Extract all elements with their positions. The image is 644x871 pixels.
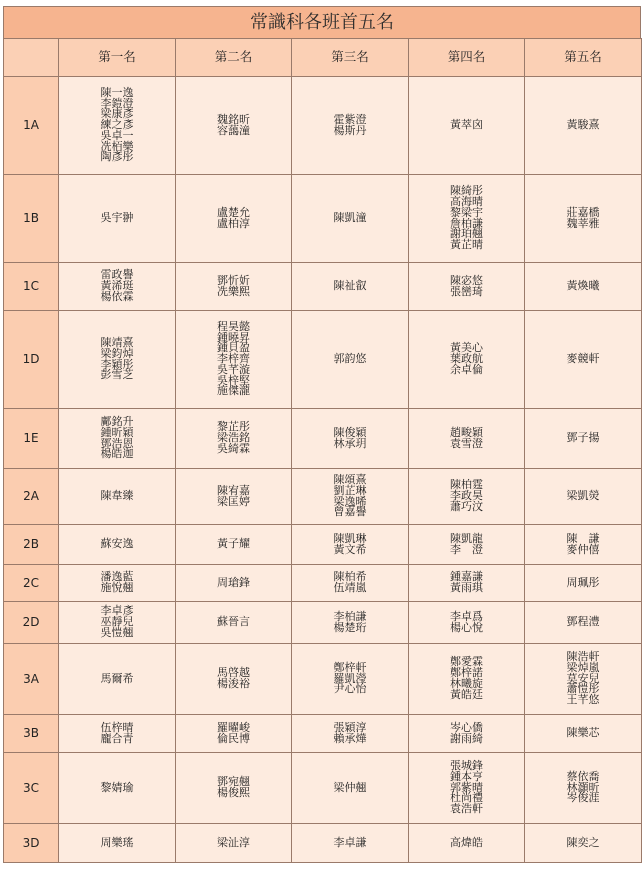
student-name: 冼樂熙 bbox=[217, 284, 250, 298]
student-name: 陳凱潼 bbox=[333, 211, 367, 225]
rank-5-cell bbox=[525, 602, 642, 644]
rank-3-cell bbox=[292, 824, 409, 863]
rank-2-cell bbox=[176, 77, 292, 175]
student-name: 黃子耀 bbox=[217, 537, 250, 551]
rank-1-cell bbox=[59, 409, 176, 469]
student-name: 蕭巧汶 bbox=[450, 499, 483, 513]
student-name: 施傑瀧 bbox=[217, 384, 250, 398]
rank-3-cell bbox=[292, 753, 409, 824]
student-name: 霍紫澄 bbox=[333, 112, 367, 126]
student-name: 梁康彥 bbox=[100, 107, 134, 121]
student-name: 鄭梓諾 bbox=[450, 666, 483, 680]
student-name: 謝雨綺 bbox=[450, 731, 483, 745]
class-label: 3B bbox=[4, 715, 59, 753]
student-name: 倫民博 bbox=[217, 731, 250, 745]
student-name: 羅凱瀅 bbox=[333, 671, 367, 685]
rank-2-cell bbox=[176, 824, 292, 863]
student-name: 蕭愷彤 bbox=[566, 682, 600, 696]
student-name: 趙畯穎 bbox=[450, 425, 483, 439]
student-name: 梁焯嵐 bbox=[566, 660, 600, 674]
student-name: 黃芷晴 bbox=[450, 238, 483, 252]
rank-2-cell bbox=[176, 602, 292, 644]
rank-3-cell bbox=[292, 602, 409, 644]
student-name: 魏莘雅 bbox=[566, 216, 600, 230]
student-name: 吳宇翀 bbox=[100, 211, 134, 225]
student-name: 梁仲翹 bbox=[333, 780, 367, 794]
rank-4-cell bbox=[409, 469, 525, 525]
student-name: 李 澄 bbox=[450, 542, 483, 556]
class-label: 2B bbox=[4, 525, 59, 565]
rank-4-cell bbox=[409, 715, 525, 753]
class-label: 2D bbox=[4, 602, 59, 644]
student-name: 陳宓悠 bbox=[450, 273, 483, 287]
student-name: 鄭愛霖 bbox=[450, 655, 483, 669]
student-name: 岑俊涯 bbox=[566, 791, 600, 805]
student-name: 鄧浩恩 bbox=[100, 436, 134, 450]
student-name: 陳宥嘉 bbox=[217, 483, 250, 497]
student-name: 黃美心 bbox=[450, 341, 483, 355]
rank-3-cell bbox=[292, 77, 409, 175]
student-name: 馬爾希 bbox=[100, 671, 134, 685]
class-label: 2A bbox=[4, 469, 59, 525]
student-name: 伍靖嵐 bbox=[333, 581, 367, 594]
student-name: 李卓謙 bbox=[333, 835, 367, 849]
student-name: 鄧宛翹 bbox=[217, 775, 250, 789]
rank-2-cell bbox=[176, 715, 292, 753]
student-name: 黃文希 bbox=[333, 542, 367, 556]
student-name: 鄧忻妡 bbox=[217, 273, 250, 287]
student-name: 黃雨琪 bbox=[450, 581, 483, 594]
rank-4-cell bbox=[409, 565, 525, 602]
student-name: 尹心怡 bbox=[333, 682, 367, 696]
student-name: 蘇晉言 bbox=[217, 615, 250, 629]
student-name: 麥競軒 bbox=[566, 352, 600, 366]
student-name: 龐合青 bbox=[100, 731, 134, 745]
rank-4-cell bbox=[409, 525, 525, 565]
rank-1-cell bbox=[59, 644, 176, 715]
student-name: 李柏謙 bbox=[333, 609, 367, 623]
rank-2-cell bbox=[176, 525, 292, 565]
rank-1-cell bbox=[59, 565, 176, 602]
rank-5-cell bbox=[525, 824, 642, 863]
student-name: 李政昊 bbox=[450, 489, 483, 503]
student-name: 張穎淳 bbox=[333, 720, 367, 734]
student-name: 陳奕之 bbox=[566, 835, 600, 849]
table-body bbox=[4, 77, 642, 863]
student-name: 雷政譽 bbox=[100, 268, 134, 282]
student-name: 楊皓迦 bbox=[100, 447, 134, 461]
student-name: 周珮彤 bbox=[566, 575, 600, 589]
student-name: 袁雪澄 bbox=[450, 436, 483, 450]
table-row bbox=[4, 469, 642, 525]
sheet-title: 常識科各班首五名 bbox=[3, 6, 641, 38]
table-row bbox=[4, 753, 642, 824]
rank-1-cell bbox=[59, 175, 176, 263]
student-name: 李卓爲 bbox=[450, 609, 483, 623]
student-name: 曾嘉譽 bbox=[333, 505, 367, 519]
student-name: 黎梁宇 bbox=[450, 205, 483, 219]
student-name: 陳一逸 bbox=[100, 85, 134, 99]
student-name: 冼栢樂 bbox=[100, 139, 134, 153]
header-cell-class bbox=[4, 39, 59, 77]
student-name: 梁匡婷 bbox=[217, 494, 250, 508]
table-row bbox=[4, 263, 642, 311]
rank-1-cell bbox=[59, 525, 176, 565]
student-name: 楊依霖 bbox=[100, 289, 134, 303]
student-name: 楊楚珩 bbox=[333, 620, 367, 634]
student-name: 袁浩軒 bbox=[450, 802, 483, 816]
student-name: 周樂瑤 bbox=[100, 835, 134, 849]
student-name: 高煒皓 bbox=[450, 835, 483, 849]
rank-3-cell bbox=[292, 469, 409, 525]
student-name: 陳樂芯 bbox=[566, 726, 600, 740]
header-cell-rank-5: 第五名 bbox=[525, 39, 642, 77]
student-name: 謝珀翹 bbox=[450, 227, 483, 241]
student-name: 李鎧澄 bbox=[100, 96, 134, 110]
rank-3-cell bbox=[292, 409, 409, 469]
student-name: 李穎彤 bbox=[100, 357, 134, 371]
student-name: 林曦旋 bbox=[450, 677, 483, 690]
student-name: 郭韵悠 bbox=[333, 352, 367, 366]
student-name: 吳梓堅 bbox=[217, 373, 250, 387]
student-name: 陶彥彤 bbox=[100, 150, 134, 164]
student-name: 陳柏希 bbox=[333, 570, 367, 584]
class-label: 1B bbox=[4, 175, 59, 263]
student-name: 莫安兒 bbox=[566, 671, 600, 685]
student-name: 馬啓越 bbox=[217, 666, 250, 680]
class-label: 1E bbox=[4, 409, 59, 469]
student-name: 楊浚裕 bbox=[217, 677, 250, 690]
table-row bbox=[4, 525, 642, 565]
student-name: 葉政航 bbox=[450, 352, 483, 366]
class-label: 2C bbox=[4, 565, 59, 602]
rank-5-cell bbox=[525, 311, 642, 409]
student-name: 鄧子揚 bbox=[566, 431, 600, 445]
student-name: 盧柏淳 bbox=[217, 216, 250, 230]
student-name: 練之彥 bbox=[100, 118, 134, 132]
student-name: 鍾貝盈 bbox=[217, 341, 250, 355]
table-row bbox=[4, 824, 642, 863]
student-name: 余卓倫 bbox=[450, 362, 483, 376]
rank-5-cell bbox=[525, 565, 642, 602]
rank-1-cell bbox=[59, 469, 176, 525]
class-label: 3A bbox=[4, 644, 59, 715]
rank-1-cell bbox=[59, 602, 176, 644]
table-row bbox=[4, 644, 642, 715]
student-name: 巫靜兒 bbox=[100, 615, 134, 629]
student-name: 鍾嘉謙 bbox=[450, 570, 483, 584]
student-name: 吳芊漩 bbox=[217, 362, 250, 376]
student-name: 陳柏霆 bbox=[450, 478, 483, 492]
student-name: 吳卓一 bbox=[100, 128, 134, 142]
rank-2-cell bbox=[176, 311, 292, 409]
results-table bbox=[3, 38, 642, 863]
class-label: 1C bbox=[4, 263, 59, 311]
student-name: 劉芷琳 bbox=[333, 483, 367, 497]
rank-4-cell bbox=[409, 175, 525, 263]
rank-5-cell bbox=[525, 469, 642, 525]
student-name: 梁鈞焯 bbox=[100, 346, 134, 360]
student-name: 彭雪芝 bbox=[100, 368, 134, 382]
rank-1-cell bbox=[59, 715, 176, 753]
student-name: 黎婧瑜 bbox=[100, 780, 134, 794]
rank-1-cell bbox=[59, 753, 176, 824]
rank-3-cell bbox=[292, 644, 409, 715]
class-label: 1A bbox=[4, 77, 59, 175]
student-name: 魏銘昕 bbox=[217, 112, 250, 126]
rank-1-cell bbox=[59, 263, 176, 311]
rank-5-cell bbox=[525, 753, 642, 824]
table-row bbox=[4, 565, 642, 602]
student-name: 陳綺彤 bbox=[450, 184, 483, 198]
student-name: 李梓齊 bbox=[217, 352, 250, 366]
student-name: 鍾昕穎 bbox=[100, 425, 134, 439]
rank-5-cell bbox=[525, 715, 642, 753]
student-name: 梁浩銘 bbox=[217, 431, 250, 445]
student-name: 伍梓晴 bbox=[100, 720, 134, 734]
student-name: 鄧程澧 bbox=[566, 615, 600, 629]
rank-4-cell bbox=[409, 602, 525, 644]
rank-4-cell bbox=[409, 263, 525, 311]
rank-5-cell bbox=[525, 263, 642, 311]
rank-5-cell bbox=[525, 409, 642, 469]
student-name: 陳浩軒 bbox=[566, 650, 600, 663]
student-name: 容藹潼 bbox=[217, 123, 250, 137]
rank-5-cell bbox=[525, 525, 642, 565]
student-name: 岑心僑 bbox=[450, 720, 483, 734]
student-name: 梁逸晞 bbox=[333, 494, 367, 508]
student-name: 陳俊穎 bbox=[333, 425, 367, 439]
student-name: 林灝昕 bbox=[566, 780, 600, 794]
student-name: 鄭梓軒 bbox=[333, 660, 367, 674]
student-name: 梁沚淳 bbox=[217, 835, 250, 849]
rank-3-cell bbox=[292, 565, 409, 602]
student-name: 陳 謙 bbox=[566, 531, 600, 545]
student-name: 鄺銘升 bbox=[100, 414, 134, 428]
rank-4-cell bbox=[409, 77, 525, 175]
student-name: 潘逸藍 bbox=[100, 570, 134, 584]
student-name: 施悅翹 bbox=[100, 581, 134, 594]
rank-2-cell bbox=[176, 469, 292, 525]
header-row bbox=[4, 39, 642, 77]
student-name: 張城鋒 bbox=[450, 759, 483, 772]
header-cell-rank-4: 第四名 bbox=[409, 39, 525, 77]
student-name: 蘇安逸 bbox=[100, 537, 134, 551]
table-row bbox=[4, 409, 642, 469]
rank-1-cell bbox=[59, 311, 176, 409]
table-row bbox=[4, 715, 642, 753]
student-name: 黃萃囟 bbox=[450, 118, 483, 132]
student-name: 楊心悅 bbox=[450, 620, 483, 634]
rank-5-cell bbox=[525, 175, 642, 263]
student-name: 鍾本亨 bbox=[450, 769, 483, 783]
student-name: 王芊悠 bbox=[566, 693, 600, 707]
rank-4-cell bbox=[409, 311, 525, 409]
class-label: 3C bbox=[4, 753, 59, 824]
student-name: 黃皓廷 bbox=[450, 687, 483, 701]
rank-4-cell bbox=[409, 824, 525, 863]
student-name: 詹柏謙 bbox=[450, 216, 483, 230]
class-label: 1D bbox=[4, 311, 59, 409]
student-name: 黃煥曦 bbox=[566, 279, 600, 293]
student-name: 陳頌熹 bbox=[333, 472, 367, 486]
student-name: 陳韋臻 bbox=[100, 489, 134, 503]
student-name: 盧楚允 bbox=[217, 205, 250, 219]
rank-2-cell bbox=[176, 409, 292, 469]
rank-3-cell bbox=[292, 175, 409, 263]
student-name: 梁凱熒 bbox=[566, 489, 600, 503]
student-name: 程昊懿 bbox=[217, 319, 250, 333]
table-row bbox=[4, 77, 642, 175]
rank-4-cell bbox=[409, 644, 525, 715]
student-name: 麥仲僖 bbox=[566, 542, 600, 556]
rank-2-cell bbox=[176, 753, 292, 824]
student-name: 莊嘉橋 bbox=[566, 205, 600, 219]
rank-5-cell bbox=[525, 644, 642, 715]
student-name: 陳祉叡 bbox=[333, 279, 367, 293]
student-name: 高海晴 bbox=[450, 194, 483, 208]
header-cell-rank-2: 第二名 bbox=[176, 39, 292, 77]
student-name: 楊斯丹 bbox=[333, 123, 367, 137]
rank-4-cell bbox=[409, 409, 525, 469]
student-name: 張巒琦 bbox=[450, 284, 483, 298]
student-name: 賴承燁 bbox=[333, 731, 367, 745]
rank-3-cell bbox=[292, 715, 409, 753]
table-row bbox=[4, 175, 642, 263]
rank-3-cell bbox=[292, 525, 409, 565]
student-name: 吳愷翹 bbox=[100, 625, 134, 639]
rank-2-cell bbox=[176, 175, 292, 263]
rank-2-cell bbox=[176, 644, 292, 715]
student-name: 楊俊熙 bbox=[217, 786, 250, 799]
student-name: 吳綺霖 bbox=[217, 441, 250, 455]
student-name: 林承玥 bbox=[333, 436, 367, 450]
rank-1-cell bbox=[59, 77, 176, 175]
student-name: 黃浠珽 bbox=[100, 279, 134, 293]
student-name: 羅曜峻 bbox=[217, 720, 250, 734]
rank-1-cell bbox=[59, 824, 176, 863]
student-name: 陳凱琳 bbox=[333, 531, 367, 545]
table-row bbox=[4, 602, 642, 644]
rank-3-cell bbox=[292, 263, 409, 311]
student-name: 郭紫晴 bbox=[450, 780, 483, 794]
rank-2-cell bbox=[176, 565, 292, 602]
rank-3-cell bbox=[292, 311, 409, 409]
student-name: 黎芷彤 bbox=[217, 420, 250, 434]
student-name: 陳靖熹 bbox=[100, 335, 134, 349]
student-name: 陳凱龍 bbox=[450, 531, 483, 545]
student-name: 杜尚禮 bbox=[450, 791, 483, 805]
rank-4-cell bbox=[409, 753, 525, 824]
header-cell-rank-1: 第一名 bbox=[59, 39, 176, 77]
rank-2-cell bbox=[176, 263, 292, 311]
results-sheet bbox=[3, 6, 641, 863]
student-name: 鍾曉昇 bbox=[217, 330, 250, 344]
header-cell-rank-3: 第三名 bbox=[292, 39, 409, 77]
student-name: 蔡依喬 bbox=[566, 769, 600, 783]
rank-5-cell bbox=[525, 77, 642, 175]
class-label: 3D bbox=[4, 824, 59, 863]
table-row bbox=[4, 311, 642, 409]
student-name: 李卓彥 bbox=[100, 604, 134, 618]
student-name: 黃駿熹 bbox=[566, 118, 600, 132]
student-name: 周瑲鋒 bbox=[217, 575, 250, 589]
